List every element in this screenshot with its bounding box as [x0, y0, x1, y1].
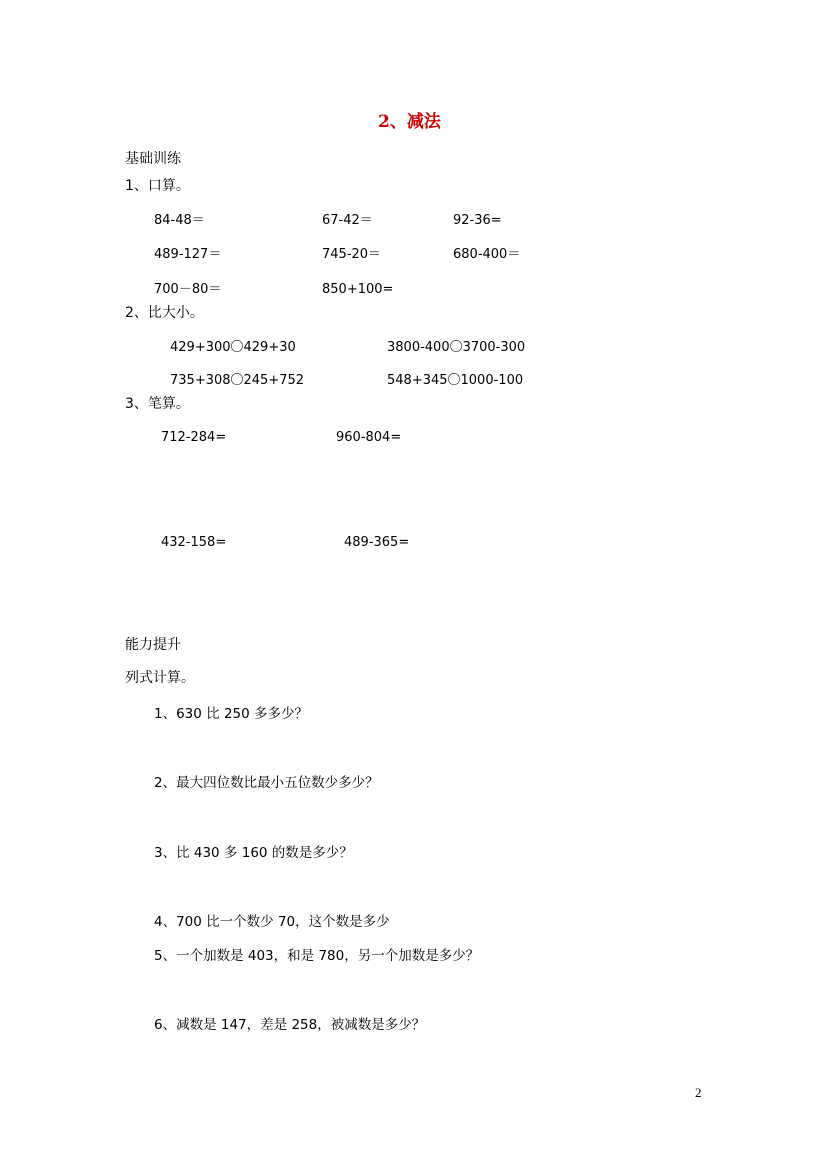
comparison-item: 3800-400〇3700-300: [387, 340, 526, 355]
mental-math-item: 850+100=: [322, 282, 394, 297]
word-problem: 4、700 比一个数少 70，这个数是多少: [154, 914, 390, 930]
comparison-item: 548+345〇1000-100: [387, 373, 524, 388]
comparison-item: 429+300〇429+30: [170, 340, 296, 355]
written-calc-item: 489-365=: [344, 535, 410, 550]
word-problem: 6、减数是 147，差是 258，被减数是多少？: [154, 1017, 426, 1033]
section-heading-ability-improvement: 能力提升: [125, 637, 181, 653]
mental-math-item: 489-127＝: [154, 247, 222, 262]
word-problem: 3、比 430 多 160 的数是多少？: [154, 845, 353, 861]
written-calc-item: 432-158=: [161, 535, 227, 550]
mental-math-item: 680-400＝: [453, 247, 521, 262]
section-subheading: 列式计算。: [125, 670, 195, 686]
question-1-label: 1、口算。: [125, 178, 190, 194]
section-heading-basic-training: 基础训练: [125, 151, 181, 167]
word-problem: 1、630 比 250 多多少？: [154, 706, 308, 722]
mental-math-item: 84-48＝: [154, 213, 205, 228]
mental-math-item: 67-42＝: [322, 213, 373, 228]
question-3-label: 3、笔算。: [125, 396, 190, 412]
mental-math-item: 745-20＝: [322, 247, 382, 262]
written-calc-item: 960-804=: [336, 430, 402, 445]
page-number: 2: [695, 1085, 702, 1100]
page-title: 2、减法: [378, 112, 441, 132]
written-calc-item: 712-284=: [161, 430, 227, 445]
mental-math-item: 92-36=: [453, 213, 502, 228]
question-2-label: 2、比大小。: [125, 305, 204, 321]
word-problem: 2、最大四位数比最小五位数少多少？: [154, 775, 379, 791]
word-problem: 5、一个加数是 403，和是 780，另一个加数是多少？: [154, 948, 480, 964]
mental-math-item: 700－80＝: [154, 282, 222, 297]
comparison-item: 735+308〇245+752: [170, 373, 305, 388]
